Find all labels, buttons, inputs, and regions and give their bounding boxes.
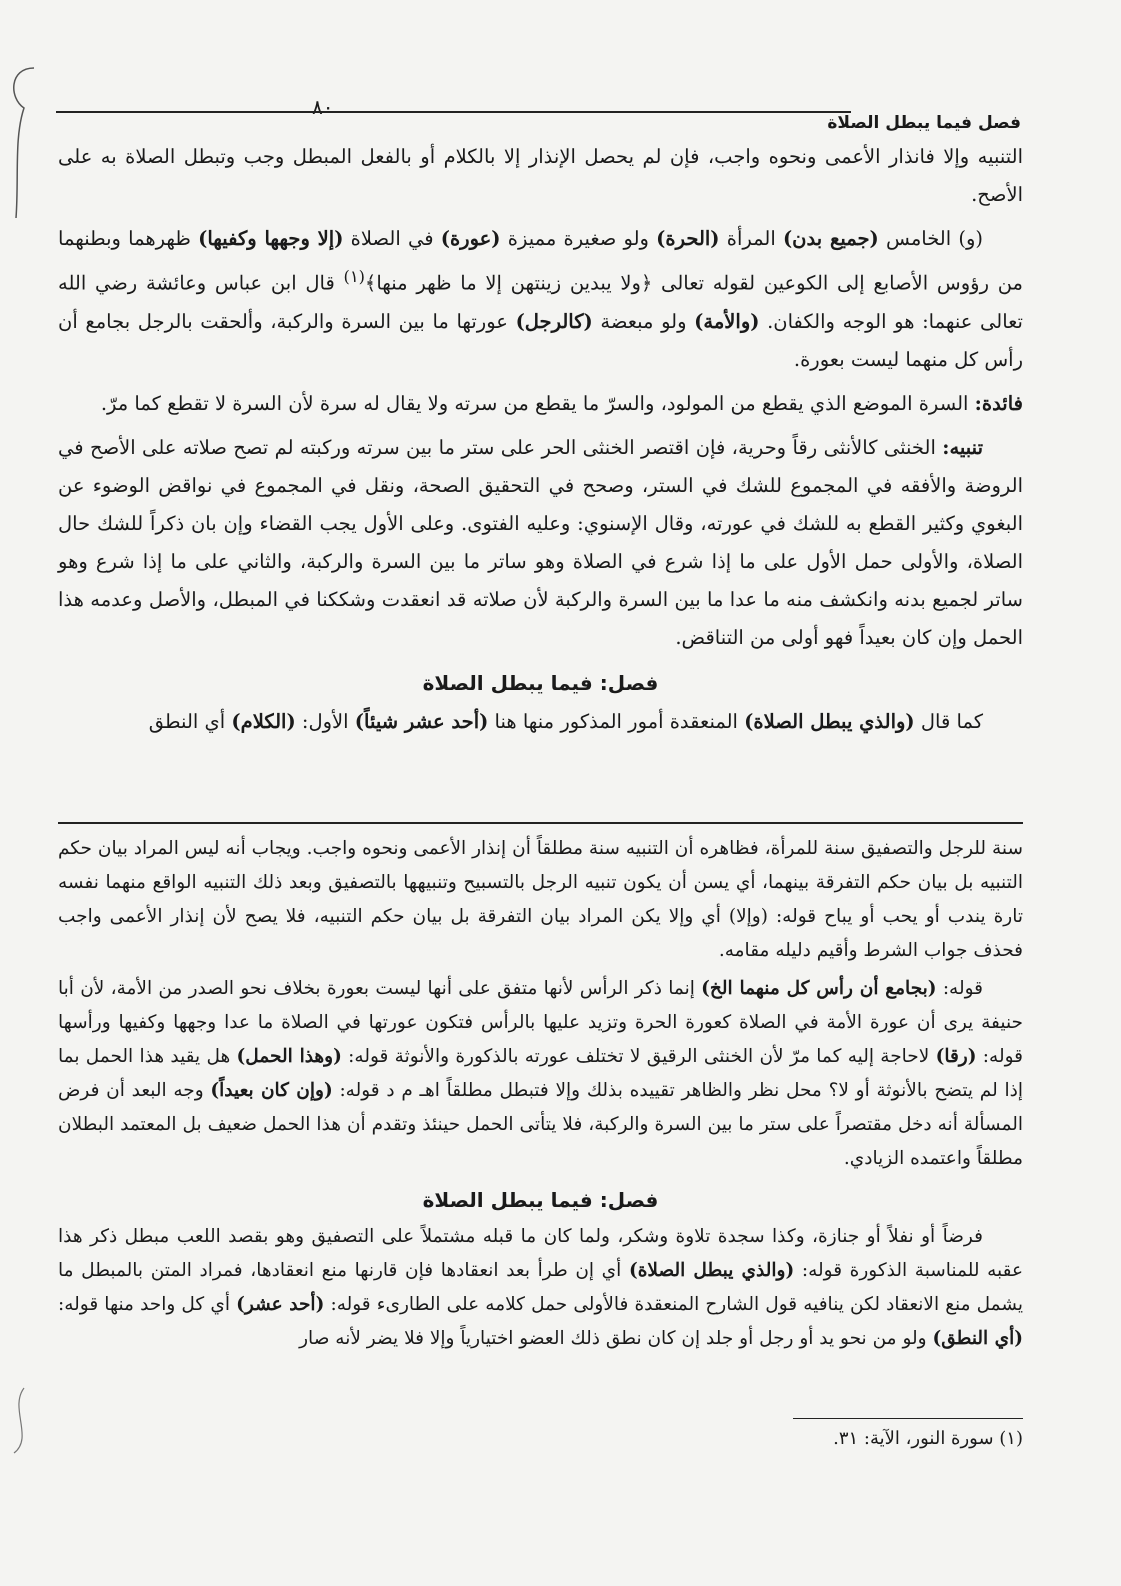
text-run: هل يقيد هذا الحمل بما إذا لم يتضح بالأنوثة أو لا؟ محل نظر والظاهر تقييده بذلك وإلا فتبطل مطلقاً اهـ م د قوله: [58, 1046, 1024, 1101]
text-run: (و) الخامس [878, 227, 983, 250]
text-run: قال ابن عباس وعائشة رضي الله تعالى عنهما: هو الوجه والكفان. [58, 271, 1023, 333]
matn-text: (الكلام) [231, 709, 296, 733]
note-paragraph [58, 429, 1023, 657]
commentary-paragraph: سنة للرجل والتصفيق سنة للمرأة، فظاهره أن التنبيه سنة مطلقاً أن إنذار الأعمى ونحوه واجب. ويجاب أنه ليس المراد بيان حكم التنبيه بل بيان حكم التفرقة بينهما، أي يسن أن يكون تنبيه الرجل بالتسبيح وتنبيهها بالتصفيق وبعد ذلك التنبيه الواقع منهما نفسه تارة يندب أو يحب أو يباح قوله: (وإلا) أي وإلا يكن المراد بيان التفرقة بل بيان حكم التنبيه، فلا يصح لأن إنذار الأعمى واجب فحذف جواب الشرط وأقيم دليله مقامه. [58, 838, 1023, 961]
text-run: الخنثى كالأنثى رقاً وحرية، فإن اقتصر الخنثى الحر على ستر ما بين سرته وركبته لم تصح صلاته على الأصح في الروضة والأفقه في المجموع للشك في الستر، وصحح في التحقيق الصحة، ونقل في المجموع في نواقض الوضوء عن البغوي وكثير القطع به للشك في عورته، وقال الإسنوي: وعليه الفتوى. وعلى الأول يجب القضاء وإن بان ذكراً للشك حال الصلاة، والأولى حمل الأول على ما إذا شرع في الصلاة وهو ساتر ما بين السرة والركبة، والثاني على ما إذا شرع وهو ساتر لجميع بدنه وانكشف منه ما عدا ما بين السرة والركبة لأن صلاته قد انعقدت وشككنا في المبطل، والأصل وعدمه هذا الحمل وإن كان بعيداً فهو أولى من التناقض. [58, 435, 1023, 649]
quoted-text: (أي النطق) [932, 1328, 1023, 1349]
text-run: ظهرهما وبطنهما من رؤوس الأصابع إلى الكوعين لقوله تعالى ﴿ولا يبدين زينتهن إلا ما ظهر منها﴾ [58, 227, 1024, 295]
text-run: كما قال [914, 709, 983, 733]
text-run: فرضاً أو نفلاً أو جنازة، وكذا سجدة تلاوة وشكر، ولما كان ما قبله مشتملاً على التصفيق وهو بقصد اللعب مبطل ذكر هذا عقبه للمناسبة الذكورة قوله: [58, 1226, 1024, 1281]
commentary-paragraph [58, 972, 1023, 1176]
paragraph [58, 703, 1023, 741]
text-run: عورتها ما بين السرة والركبة، وألحقت بالرجل بجامع أن رأس كل منهما ليست بعورة. [58, 309, 1023, 371]
quoted-text: (وهذا الحمل) [236, 1046, 342, 1067]
commentary-divider [58, 822, 1023, 824]
footnote-marker: (١) [343, 267, 365, 286]
header-rule [56, 111, 851, 113]
page-number: ٨٠ [312, 95, 334, 119]
commentary-paragraph [58, 1220, 1023, 1356]
text-run: أي كل واحد منها قوله: [58, 1294, 237, 1315]
text-run: المنعقدة أمور المذكور منها هنا [488, 709, 745, 733]
matn-text: (جميع بدن) [782, 227, 879, 250]
note-label: تنبيه: [942, 435, 983, 459]
text-run: ولو من نحو يد أو رجل أو جلد إن كان نطق ذلك العضو اختيارياً وإلا فلا يضر لأنه صار [299, 1328, 933, 1349]
note-paragraph [58, 385, 1023, 423]
margin-ornament-icon [4, 58, 44, 1458]
text-run: وجه البعد أن فرض المسألة أنه دخل مقتصراً على ستر ما بين السرة والركبة، فلا يتأتى الحمل حينئذ وتقدم أن هذا الحمل ضعيف بل المعتمد البطلان مطلقاً واعتمده الزيادي. [58, 1080, 1023, 1169]
paragraph: التنبيه وإلا فانذار الأعمى ونحوه واجب، فإن لم يحصل الإنذار إلا بالكلام أو بالفعل المبطل وجب وتبطل الصلاة به على الأصح. [58, 145, 1023, 206]
text-run: أي إن طرأ بعد انعقادها فإن قارنها منع انعقادها، فمراد المتن بالمبطل ما يشمل منع الانعقاد لكن ينافيه قول الشارح المنعقدة فالأولى حمل كلامه على الطارىء قوله: [58, 1260, 1024, 1315]
running-title: فصل فيما يبطل الصلاة [827, 113, 1021, 133]
matn-text: (الحرة) [656, 227, 720, 250]
quoted-text: (بجامع أن رأس كل منهما الخ) [701, 978, 937, 999]
text-run: قوله: [936, 978, 984, 999]
text-run: في الصلاة [343, 227, 441, 250]
matn-text: (عورة) [440, 227, 501, 250]
quoted-text: (أحد عشر) [236, 1294, 325, 1315]
matn-text: (إلا وجهها وكفيها) [198, 227, 344, 250]
section-heading: فصل: فيما يبطل الصلاة [422, 670, 659, 695]
paragraph [58, 220, 1023, 379]
text-run: المرأة [719, 227, 783, 250]
quoted-text: (وإن كان بعيداً) [210, 1080, 333, 1101]
footnote: (١) سورة النور، الآية: ٣١. [833, 1428, 1023, 1449]
footnote-rule [793, 1418, 1023, 1419]
matn-text: (أحد عشر شيئاً) [354, 709, 489, 733]
text-run: لاحاجة إليه كما مرّ لأن الخنثى الرقيق لا تختلف عورته بالذكورة والأنوثة قوله: [341, 1046, 936, 1067]
text-run: السرة الموضع الذي يقطع من المولود، والسرّ ما يقطع من سرته ولا يقال له سرة لأن السرة لا تقطع كما مرّ. [100, 391, 975, 415]
matn-text: (والأمة) [694, 309, 760, 333]
text-run: ولو مبعضة [592, 309, 695, 333]
text-run: ولو صغيرة مميزة [500, 227, 657, 250]
text-run: إنما ذكر الرأس لأنها متفق على أنها ليست بعورة بخلاف نحو الصدر من الأمة، لأن أبا حنيفة يرى أن عورة الأمة في الصلاة كعورة الحرة وتزيد عليها بالرأس فتكون عورتها في الصلاة ما عدا وجهها وكفيها ورأسها قوله: [58, 978, 1023, 1067]
commentary-text [58, 832, 1023, 1360]
page-header [44, 95, 1021, 133]
section-heading: فصل: فيما يبطل الصلاة [422, 1188, 659, 1212]
quoted-text: (والذي يبطل الصلاة) [628, 1260, 795, 1281]
text-run: الأول: [295, 709, 355, 733]
quoted-text: (رقا) [935, 1046, 977, 1067]
main-text [58, 138, 1023, 747]
matn-text: (والذي يبطل الصلاة) [744, 709, 915, 733]
note-label: فائدة: [974, 391, 1023, 415]
matn-text: (كالرجل) [515, 309, 593, 333]
text-run: أي النطق [148, 709, 232, 733]
